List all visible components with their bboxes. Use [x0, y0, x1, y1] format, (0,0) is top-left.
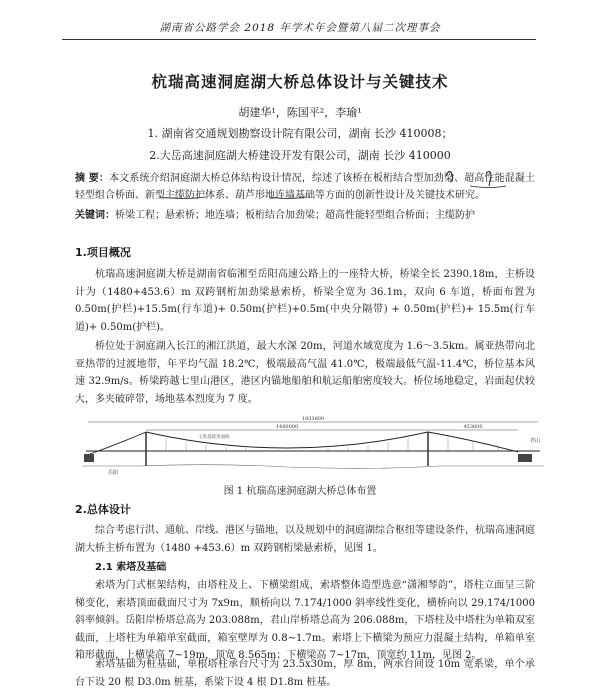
abstract-label: 摘 要：	[75, 173, 110, 184]
running-head: 湖南省公路学会 2018 年学术年会暨第八届二次理事会	[159, 22, 441, 34]
authors: 胡建华¹，陈国平²，李瑜¹	[238, 106, 362, 119]
pen-underline-2	[160, 197, 206, 199]
abstract-text: 本文系统介绍洞庭湖大桥总体结构设计情况，综述了该桥在板桁结合型加劲梁、超高性能混凝土轻型组合桥面、新型主缆防护体系、葫芦形地连墙基础等方面的创新性设计及关键技术研究。	[75, 173, 535, 201]
handwritten-annotations	[0, 0, 600, 230]
paragraph-project-overview: 杭瑞高速洞庭湖大桥是湖南省临湘至岳阳高速公路上的一座特大桥，桥梁全长 2390.18m，主桥设计为（1480+453.6）m 双跨钢桁加劲梁悬索桥，桥梁全宽为 36.1m，双向 6 车道，桥面布置为 0.50m(护栏)+15.5m(行车道)+ 0.50m(护栏)+0.5m(中央分隔带) + 0.50m(护栏)+ 15.5m(行车道)+ 0.50m(护栏)。	[75, 269, 535, 333]
affiliation-2: 2.大岳高速洞庭湖大桥建设开发有限公司，湖南 长沙 410000	[149, 149, 451, 162]
paragraph-tower-design: 索塔为门式框架结构，由塔柱及上、下横梁组成，索塔整体造型选意“潇湘琴韵”，塔柱立面呈三阶梯变化，索塔顶面截面尺寸为 7x9m，顺桥向以 7.174/1000 斜率线性变化，横桥向以 29.174/1000 斜率倾斜。岳阳岸桥塔总高为 203.088m，君山岸桥塔总高为 206.088m，下塔柱及中塔柱为单箱双室截面，上塔柱为单箱单室截面，箱室壁厚为 0.8~1.7m。索塔上下横梁为预应力混凝土结构，单箱单室箱形截面，上横梁高 7~19m，顶宽 8.565m；下横梁高 7~17m，顶宽约 11m，见图 2。	[75, 580, 535, 661]
ground-line	[82, 465, 544, 469]
pen-check-mark-2	[486, 171, 491, 186]
left-bank-label: 岳阳	[108, 470, 119, 476]
affiliation-1: 1. 湖南省交通规划勘察设计院有限公司，湖南 长沙 410008；	[147, 127, 453, 140]
dimension-main-label: 1480000	[275, 424, 299, 430]
section-heading-1: 1.项目概况	[75, 246, 131, 259]
pen-underline-3	[270, 197, 306, 199]
anchorage-left	[84, 454, 94, 462]
keywords-label: 关键词：	[75, 210, 115, 221]
figure-caption: 图 1 杭瑞高速洞庭湖大桥总体布置	[223, 486, 377, 497]
main-cable	[146, 432, 428, 448]
dimension-side-label: 453600	[463, 424, 483, 430]
bridge-layout-figure	[78, 414, 548, 476]
paper-title: 杭瑞高速洞庭湖大桥总体设计与关键技术	[151, 73, 449, 91]
anchorage-right	[518, 454, 532, 462]
dimension-total-label: 1933600	[301, 416, 325, 422]
paragraph-site-conditions: 桥位处于洞庭湖入长江的湘江洪道，最大水深 20m，河道水域宽度为 1.6～3.5km。属亚热带向北亚热带的过渡地带，年平均气温 18.2℃，极端最高气温 41.0℃，极端最低气温-11.4℃，桥位基本风速 32.9m/s。桥梁跨越七里山港区，港区内锚地船舶和航运船舶密度较大。桥位场地稳定，岩面起伏较大，多夹破碎带，场地基本烈度为 7 度。	[75, 341, 535, 405]
right-bank-label: 君山	[530, 438, 541, 444]
section-heading-2: 2.总体设计	[75, 503, 131, 516]
paragraph-general-design: 综合考虑行洪、通航、岸线、港区与锚地，以及规划中的洞庭湖综合枢纽等建设条件，杭瑞高速洞庭湖大桥主桥布置为（1480 +453.6）m 双跨钢桁梁悬索桥，见图 1。	[75, 525, 535, 554]
subsection-heading-2-1: 2.1 索塔及基础	[95, 562, 167, 573]
paragraph-foundation: 索塔基础为桩基础，单根塔柱承台尺寸为 23.5x30m，厚 8m，两承台间设 10m 宽系梁，单个承台下设 20 根 D3.0m 桩基，系梁下设 4 根 D1.8m 桩基。	[75, 659, 535, 688]
keywords-text: 桥梁工程；悬索桥；地连墙；板桁结合加劲梁；超高性能轻型组合桥面；主缆防护	[115, 210, 475, 221]
datum-label: 主塔基础顶面线	[198, 435, 230, 440]
pen-check-mark-1	[446, 171, 453, 182]
pen-underline-1	[470, 186, 506, 188]
